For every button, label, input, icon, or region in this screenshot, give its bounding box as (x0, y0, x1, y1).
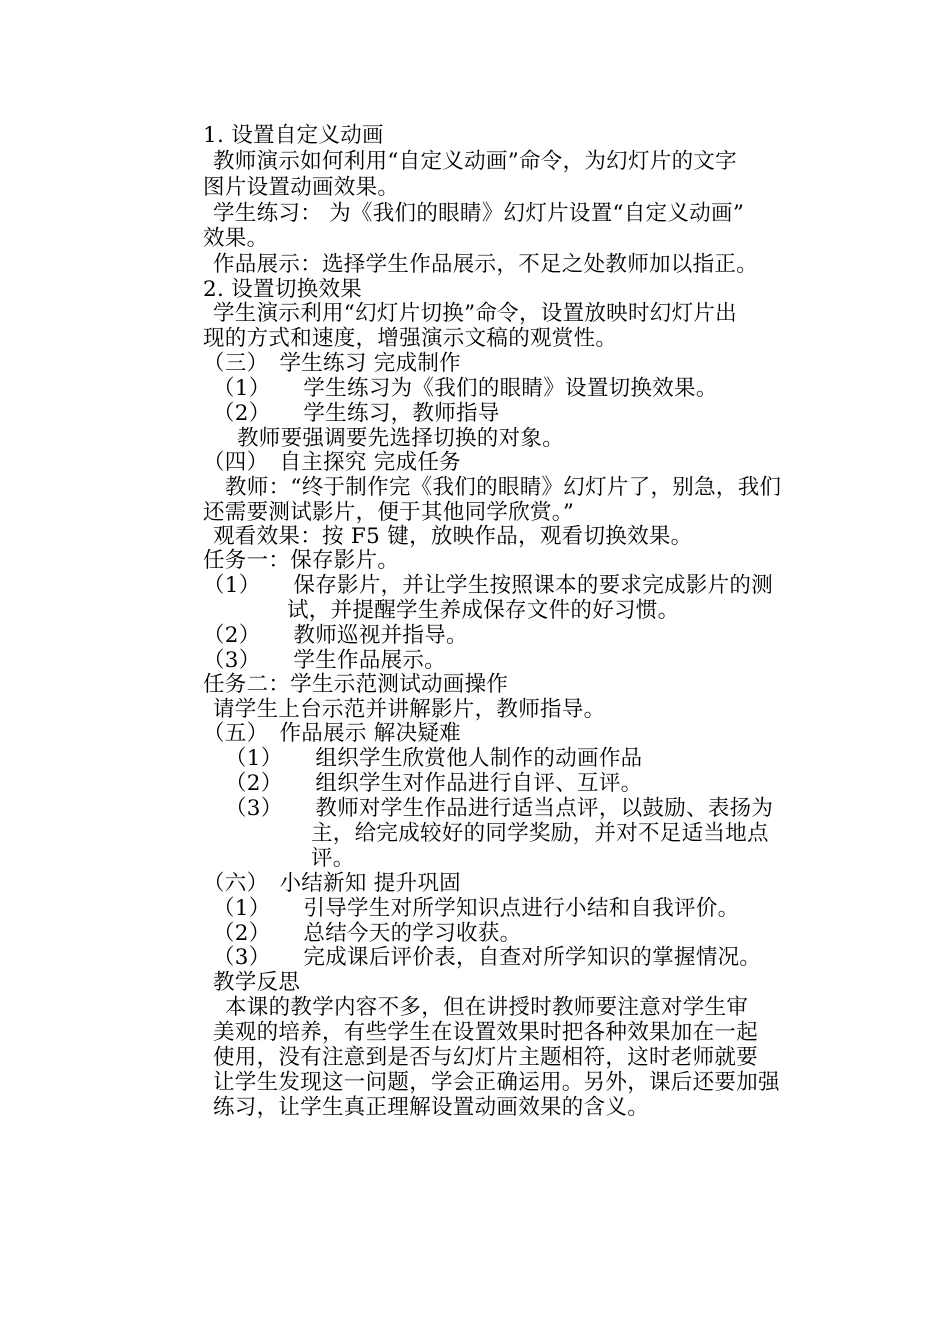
list-item: （1） 引导学生对所学知识点进行小结和自我评价。 (213, 896, 740, 921)
section-heading-6: （六） 小结新知 提升巩固 (203, 871, 461, 896)
heading-transition: 2. 设置切换效果 (203, 277, 363, 302)
paragraph-line: 美观的培养，有些学生在设置效果时把各种效果加在一起 (213, 1020, 759, 1045)
reflection-heading: 教学反思 (213, 970, 301, 995)
paragraph-line: 教师演示如何利用“自定义动画”命令，为幻灯片的文字 (213, 149, 737, 174)
paragraph-line: 使用，没有注意到是否与幻灯片主题相符，这时老师就要 (213, 1045, 759, 1070)
list-item: （3） 学生作品展示。 (203, 648, 447, 673)
paragraph-line: 练习，让学生真正理解设置动画效果的含义。 (213, 1095, 650, 1120)
paragraph-line: 让学生发现这一问题，学会正确运用。另外，课后还要加强 (213, 1070, 780, 1095)
paragraph-line: 教师要强调要先选择切换的对象。 (237, 426, 565, 451)
paragraph-line: 现的方式和速度，增强演示文稿的观赏性。 (203, 326, 618, 351)
section-heading-3: （三） 学生练习 完成制作 (203, 351, 461, 376)
section-heading-5: （五） 作品展示 解决疑难 (203, 721, 461, 746)
list-item-continuation: 试，并提醒学生养成保存文件的好习惯。 (287, 598, 680, 623)
list-item: （1） 学生练习为《我们的眼睛》设置切换效果。 (213, 376, 718, 401)
list-item: （1） 保存影片，并让学生按照课本的要求完成影片的测 (203, 573, 774, 598)
task-heading-1: 任务一：保存影片。 (203, 548, 400, 573)
paragraph-line: 请学生上台示范并讲解影片，教师指导。 (213, 697, 606, 722)
task-heading-2: 任务二：学生示范测试动画操作 (203, 672, 509, 697)
paragraph-line: 观看效果：按 F5 键，放映作品，观看切换效果。 (213, 524, 693, 549)
list-item: （2） 学生练习，教师指导 (213, 401, 500, 426)
paragraph-line: 还需要测试影片，便于其他同学欣赏。” (203, 500, 575, 525)
paragraph-line: 作品展示：选择学生作品展示，不足之处教师加以指正。 (213, 252, 759, 277)
paragraph-line: 学生演示利用“幻灯片切换”命令，设置放映时幻灯片出 (213, 301, 737, 326)
paragraph-line: 教师：“终于制作完《我们的眼睛》幻灯片了，别急，我们 (225, 475, 782, 500)
list-item: （1） 组织学生欣赏他人制作的动画作品 (225, 746, 643, 771)
list-item: （3） 完成课后评价表，自查对所学知识的掌握情况。 (213, 945, 762, 970)
paragraph-line: 效果。 (203, 226, 269, 251)
list-item: （3） 教师对学生作品进行适当点评，以鼓励、表扬为 (225, 796, 774, 821)
list-item-continuation: 评。 (311, 846, 355, 871)
paragraph-line: 图片设置动画效果。 (203, 175, 400, 200)
list-item: （2） 总结今天的学习收获。 (213, 921, 522, 946)
heading-custom-animation: 1. 设置自定义动画 (203, 123, 384, 148)
list-item-continuation: 主，给完成较好的同学奖励，并对不足适当地点 (311, 821, 769, 846)
paragraph-line: 学生练习： 为《我们的眼睛》幻灯片设置“自定义动画” (213, 201, 745, 226)
section-heading-4: （四） 自主探究 完成任务 (203, 450, 461, 475)
paragraph-line: 本课的教学内容不多，但在讲授时教师要注意对学生审 (225, 995, 749, 1020)
list-item: （2） 教师巡视并指导。 (203, 623, 468, 648)
list-item: （2） 组织学生对作品进行自评、互评。 (225, 771, 643, 796)
